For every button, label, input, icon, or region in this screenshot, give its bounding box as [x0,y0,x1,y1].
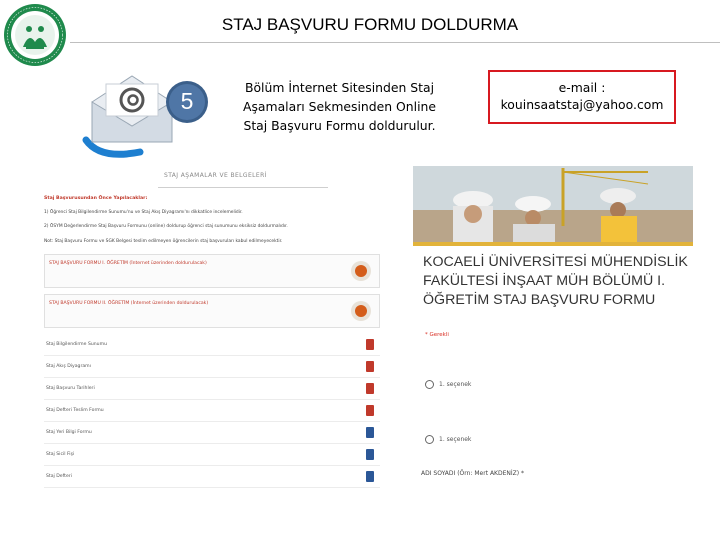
document-label: Staj Yeri Bilgi Formu [46,430,92,435]
word-icon[interactable] [366,471,374,482]
form-link-second-education[interactable]: STAJ BAŞVURU FORMU II. ÖĞRETİM (İnternet üzerinden doldurulacak) [49,301,209,306]
list-item[interactable] [44,422,380,444]
document-label: Staj Defteri [46,474,72,479]
form-title: KOCAELİ ÜNİVERSİTESİ MÜHENDİSLİK FAKÜLTESİ İNŞAAT MÜH BÖLÜMÜ I. ÖĞRETİM STAJ BAŞVURU FORMU [423,254,688,308]
form-link-row[interactable] [44,254,380,288]
radio-button[interactable] [425,380,434,389]
document-list [44,334,380,488]
online-form-screenshot [413,166,693,476]
email-at-icon [80,70,230,160]
construction-workers-photo [413,166,693,246]
document-label: Staj Akış Diyagramı [46,364,91,369]
tab-label: STAJ AŞAMALAR VE BELGELERİ [164,172,267,179]
name-field-label: ADI SOYADI (Örn: Mert AKDENİZ) * [421,470,525,477]
pdf-icon[interactable] [366,339,374,350]
instruction-line: 1) Öğrenci Staj Bilgilendirme Sunumu'nu ve Staj Akış Diyagramı'nı dikkatlice incelemelidir. [44,210,243,215]
list-item[interactable] [44,466,380,488]
word-icon[interactable] [366,427,374,438]
radio-option[interactable] [425,429,471,448]
radio-option[interactable] [425,374,471,393]
pdf-icon[interactable] [366,383,374,394]
radio-label: 1. seçenek [439,381,472,388]
document-label: Staj Başvuru Tarihleri [46,386,95,391]
list-item[interactable] [44,378,380,400]
tab-staj-asamalari[interactable] [158,168,328,188]
radio-label: 1. seçenek [439,436,472,443]
document-label: Staj Defteri Teslim Formu [46,408,104,413]
pdf-icon[interactable] [366,405,374,416]
form-link-row[interactable] [44,294,380,328]
word-icon[interactable] [366,449,374,460]
list-item[interactable] [44,356,380,378]
document-label: Staj Bilgilendirme Sunumu [46,342,107,347]
instruction-line: Not: Staj Başvuru Formu ve SGK Belgesi teslim edilmeyen öğrencilerin staj başvuruları kabul edilmeyecektir. [44,239,283,244]
step-instruction: Bölüm İnternet Sitesinden Staj Aşamaları Sekmesinden Online Staj Başvuru Formu doldurulur. [242,80,437,133]
pdf-icon[interactable] [366,361,374,372]
section-heading: Staj Başvurusundan Önce Yapılacaklar: [44,196,148,201]
slide-title: STAJ BAŞVURU FORMU DOLDURMA [221,15,519,34]
instruction-line: 2) ÖSYM Değerlendirme Staj Başvuru Formunu (online) doldurup öğrenci staj sunumunu eksiksiz doldurmalıdır. [44,224,288,229]
university-logo-icon [2,2,68,68]
list-item[interactable] [44,444,380,466]
document-label: Staj Sicil Fişi [46,452,75,457]
email-address[interactable]: kouinsaatstaj@yahoo.com [500,97,664,112]
step-number: 5 [180,88,194,114]
required-note: * Gerekli [425,332,449,338]
radio-button[interactable] [425,435,434,444]
title-divider [70,42,720,43]
department-website-screenshot [40,166,385,479]
list-item[interactable] [44,400,380,422]
list-item[interactable] [44,334,380,356]
email-label: e-mail : [558,80,606,95]
email-contact-box [488,70,676,124]
form-link-first-education[interactable]: STAJ BAŞVURU FORMU I. ÖĞRETİM (İnternet üzerinden doldurulacak) [49,261,207,266]
form-icon[interactable] [351,261,371,281]
form-icon[interactable] [351,301,371,321]
